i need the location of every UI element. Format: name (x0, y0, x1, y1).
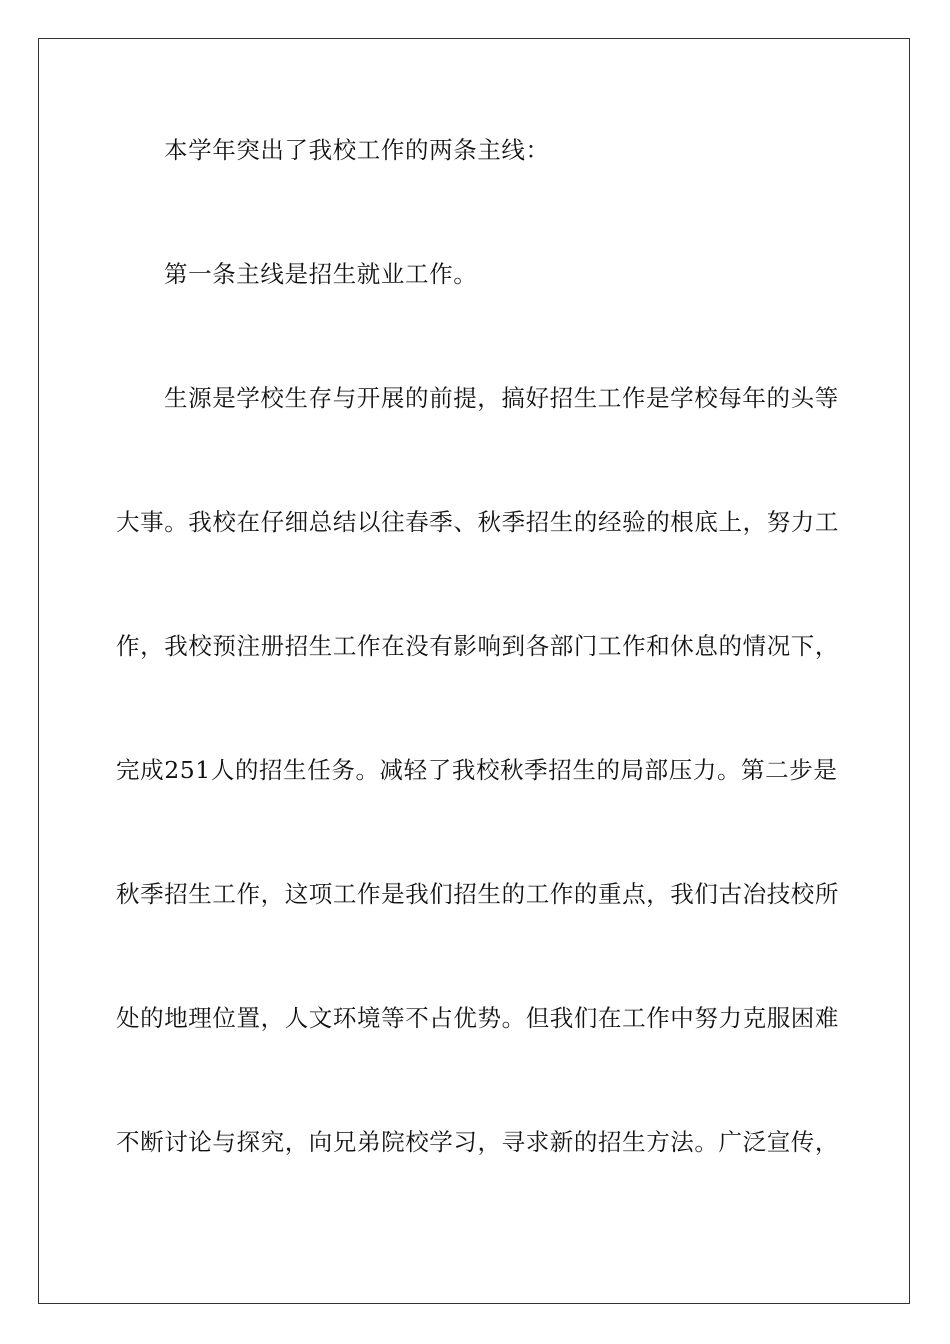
text-line: 第一条主线是招生就业工作。 (164, 260, 478, 288)
text-line: 作，我校预注册招生工作在没有影响到各部门工作和休息的情况下， (116, 632, 839, 660)
text-line: 本学年突出了我校工作的两条主线： (164, 136, 550, 164)
text-line: 不断讨论与探究，向兄弟院校学习，寻求新的招生方法。广泛宣传， (116, 1128, 839, 1156)
text-line: 大事。我校在仔细总结以往春季、秋季招生的经验的根底上，努力工 (116, 508, 839, 536)
page-frame (38, 38, 910, 1304)
text-line: 完成251人的招生任务。减轻了我校秋季招生的局部压力。第二步是 (116, 756, 838, 784)
text-line: 秋季招生工作，这项工作是我们招生的工作的重点，我们古冶技校所 (116, 880, 839, 908)
text-line: 生源是学校生存与开展的前提，搞好招生工作是学校每年的头等 (164, 384, 839, 412)
text-line: 处的地理位置，人文环境等不占优势。但我们在工作中努力克服困难 (116, 1004, 839, 1032)
